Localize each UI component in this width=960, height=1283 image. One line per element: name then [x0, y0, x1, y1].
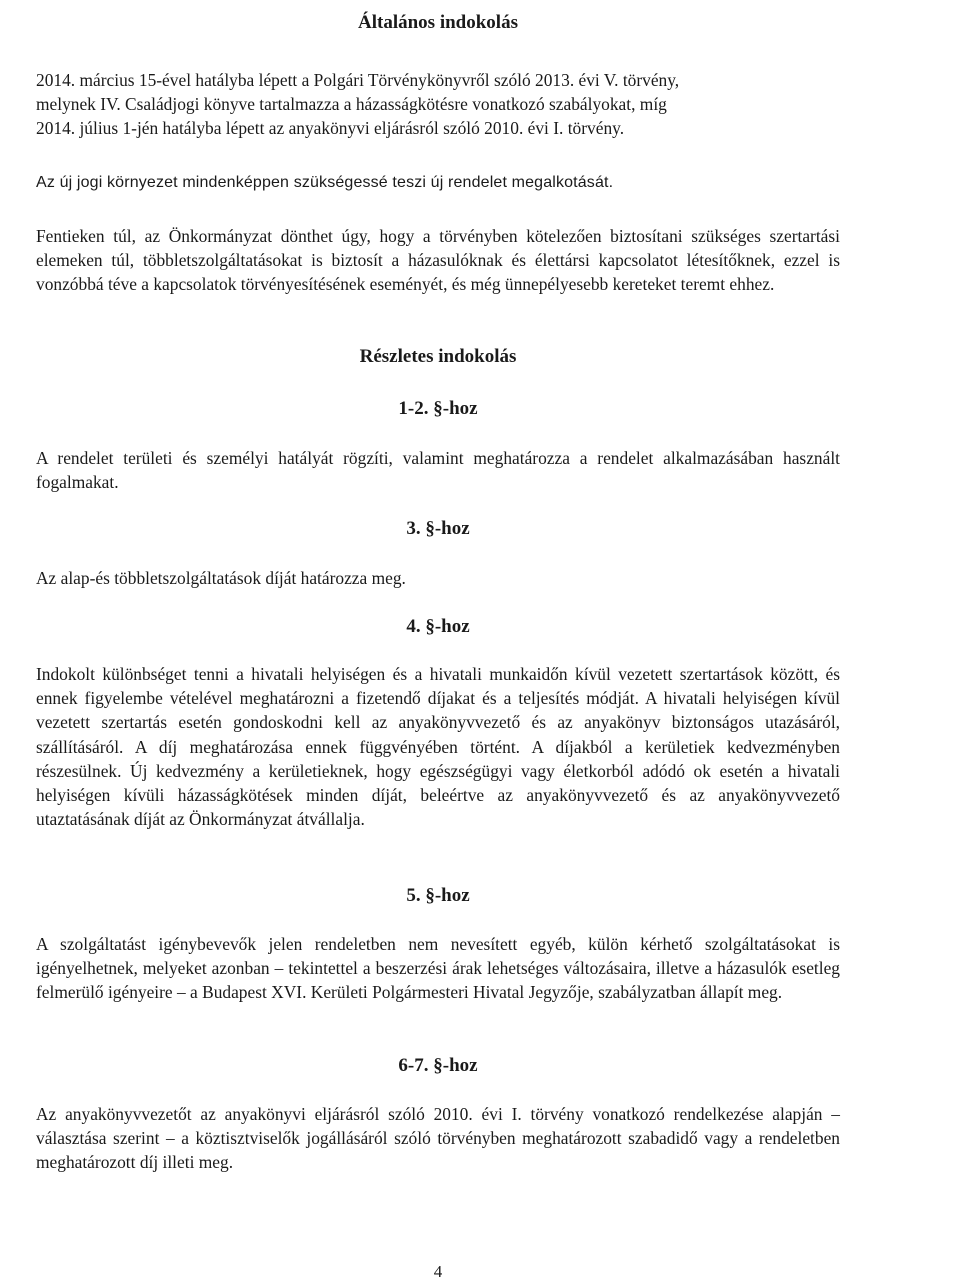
intro-line-1: 2014. március 15-ével hatályba lépett a Polgári Törvénykönyvről szóló 2013. évi V. törvény, — [36, 70, 680, 90]
beyond-paragraph: Fentieken túl, az Önkormányzat dönthet úgy, hogy a törvényben kötelezően biztosítani szükséges szertartási elemeken túl, többletszolgáltatásokat is biztosít a házasulóknak és élettársi kapcsolatot létesítőknek, ezzel is vonzóbbá téve a kapcsolatok törvényesítésének eseményét, és még ünnepélyesebb kereteket teremt ehhez. — [36, 226, 840, 295]
general-justification-heading: Általános indokolás — [358, 12, 518, 33]
section-heading-1-2: 1-2. §-hoz — [398, 398, 478, 419]
document-page — [36, 0, 840, 1283]
new-regulation-paragraph: Az új jogi környezet mindenképpen szükségessé teszi új rendelet megalkotását. — [36, 174, 614, 191]
detailed-justification-heading: Részletes indokolás — [359, 346, 517, 367]
intro-line-2: melynek IV. Családjogi könyve tartalmazza a házasságkötésre vonatkozó szabályokat, míg — [36, 94, 667, 114]
section-text-4: Indokolt különbséget tenni a hivatali helyiségen és a hivatali munkaidőn kívül vezetett szertartások között, és ennek figyelembe vételével meghatározni a fizetendő díjakat és a teljesítés módját. A hivatali helyiségen kívül vezetett szertartás esetén gondoskodni kell az anyakönyvvezető és az anyakönyv biztonságos utazásáról, szállításáról. A díj meghatározása ennek függvényében történt. A díjakból a kerületiek kedvezményben részesülnek. Új kedvezmény a kerületieknek, hogy egészségügyi vagy életkorból adódó ok esetén a hivatali helyiségen kívüli házasságkötések minden díját, beleértve az anyakönyvvezető és az anyakönyvvezető utaztatásának díját az Önkormányzat átvállalja. — [36, 664, 840, 830]
section-text-1-2: A rendelet területi és személyi hatályát rögzíti, valamint meghatározza a rendelet alkalmazásában használt fogalmakat. — [36, 448, 840, 493]
section-heading-6-7: 6-7. §-hoz — [398, 1055, 478, 1076]
section-heading-3: 3. §-hoz — [406, 518, 470, 539]
page-number: 4 — [433, 1262, 443, 1281]
section-text-5: A szolgáltatást igénybevevők jelen rendeletben nem nevesített egyéb, külön kérhető szolgáltatásokat is igényelhetnek, melyeket azonban – tekintettel a beszerzési árak lehetséges változásaira, illetve a házasulók esetleg felmerülő igényeire – a Budapest XVI. Kerületi Polgármesteri Hivatal Jegyzője, szabályzatban állapít meg. — [36, 934, 840, 1003]
section-heading-5: 5. §-hoz — [406, 885, 470, 906]
section-text-3: Az alap-és többletszolgáltatások díját határozza meg. — [36, 568, 406, 588]
section-heading-4: 4. §-hoz — [406, 616, 470, 637]
intro-line-3: 2014. július 1-jén hatályba lépett az anyakönyvi eljárásról szóló 2010. évi I. törvény. — [36, 118, 625, 138]
section-text-6-7: Az anyakönyvvezetőt az anyakönyvi eljárásról szóló 2010. évi I. törvény vonatkozó rendelkezése alapján – választása szerint – a köztisztviselők jogállásáról szóló törvényben meghatározott szabadidő vagy a rendeletben meghatározott díj illeti meg. — [36, 1104, 840, 1173]
